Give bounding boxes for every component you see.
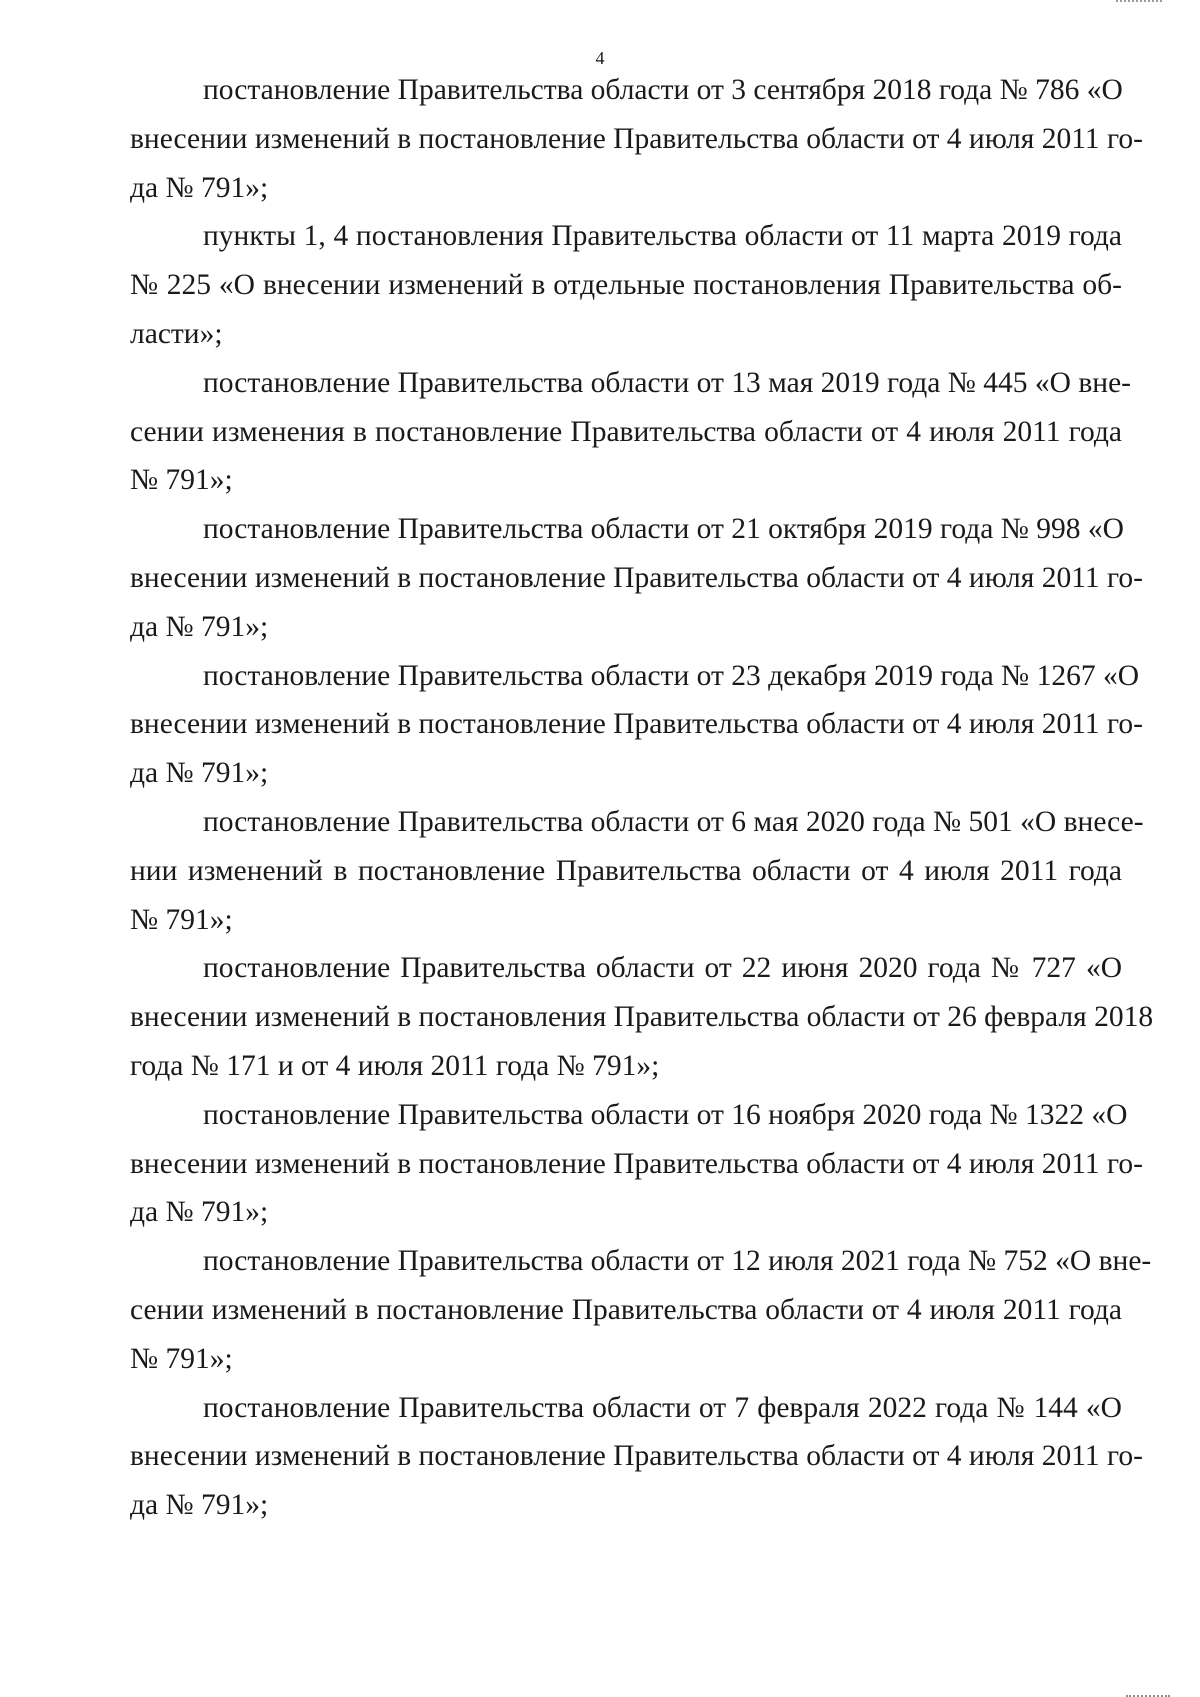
list-item bbox=[130, 1091, 1143, 1237]
scan-artifact-bottom bbox=[1126, 1690, 1170, 1697]
paragraph-line: постановление Правительства области от 13 мая 2019 года № 445 «О вне- bbox=[203, 366, 1131, 399]
paragraph-line: внесении изменений в постановление Правительства области от 4 июля 2011 го- bbox=[130, 708, 1143, 741]
paragraph-line: года № 171 и от 4 июля 2011 года № 791»; bbox=[130, 1049, 660, 1082]
paragraph-line: ласти»; bbox=[130, 317, 223, 350]
paragraph-line: внесении изменений в постановления Правительства области от 26 февраля 2018 bbox=[130, 1001, 1154, 1034]
paragraph-line: постановление Правительства области от 23 декабря 2019 года № 1267 «О bbox=[203, 659, 1140, 692]
paragraph-line: сении изменений в постановление Правительства области от 4 июля 2011 года bbox=[130, 1293, 1122, 1326]
paragraph-line: да № 791»; bbox=[130, 1196, 269, 1229]
paragraph-line: внесении изменений в постановление Правительства области от 4 июля 2011 го- bbox=[130, 1147, 1143, 1180]
paragraph-line: да № 791»; bbox=[130, 757, 269, 790]
paragraph-line: нии изменений в постановление Правительства области от 4 июля 2011 года bbox=[130, 854, 1122, 887]
paragraph-line: да № 791»; bbox=[130, 1489, 269, 1522]
paragraph-line: постановление Правительства области от 16 ноября 2020 года № 1322 «О bbox=[203, 1098, 1128, 1131]
paragraph-line: постановление Правительства области от 21 октября 2019 года № 998 «О bbox=[203, 513, 1124, 546]
paragraph-line: постановление Правительства области от 7 февраля 2022 года № 144 «О bbox=[203, 1391, 1122, 1424]
paragraph-line: да № 791»; bbox=[130, 171, 269, 204]
paragraph-line: постановление Правительства области от 6 мая 2020 года № 501 «О внесе- bbox=[203, 805, 1144, 838]
list-item bbox=[130, 505, 1143, 651]
document-body bbox=[130, 66, 1154, 1530]
paragraph-line: внесении изменений в постановление Правительства области от 4 июля 2011 го- bbox=[130, 122, 1143, 155]
paragraph-line: внесении изменений в постановление Правительства области от 4 июля 2011 го- bbox=[130, 1440, 1143, 1473]
paragraph-line: внесении изменений в постановление Правительства области от 4 июля 2011 го- bbox=[130, 561, 1143, 594]
paragraph-line: да № 791»; bbox=[130, 610, 269, 643]
paragraph-line: № 791»; bbox=[130, 464, 233, 497]
paragraph-line: сении изменения в постановление Правительства области от 4 июля 2011 года bbox=[130, 415, 1122, 448]
page-number: 4 bbox=[595, 48, 605, 68]
list-item bbox=[130, 1237, 1152, 1383]
list-item bbox=[130, 212, 1122, 358]
list-item bbox=[130, 359, 1131, 505]
list-item bbox=[130, 798, 1144, 944]
list-item bbox=[130, 1384, 1143, 1530]
paragraph-line: постановление Правительства области от 12 июля 2021 года № 752 «О вне- bbox=[203, 1245, 1152, 1278]
paragraph-line: № 225 «О внесении изменений в отдельные постановления Правительства об- bbox=[130, 269, 1122, 302]
list-item bbox=[130, 66, 1143, 212]
list-item bbox=[130, 944, 1154, 1090]
paragraph-line: № 791»; bbox=[130, 903, 233, 936]
paragraph-line: № 791»; bbox=[130, 1342, 233, 1375]
paragraph-line: постановление Правительства области от 22 июня 2020 года № 727 «О bbox=[203, 952, 1122, 985]
scan-artifact-top bbox=[1116, 0, 1162, 6]
paragraph-line: пункты 1, 4 постановления Правительства области от 11 марта 2019 года bbox=[203, 220, 1122, 253]
paragraph-line: постановление Правительства области от 3 сентября 2018 года № 786 «О bbox=[203, 74, 1123, 106]
list-item bbox=[130, 652, 1143, 798]
